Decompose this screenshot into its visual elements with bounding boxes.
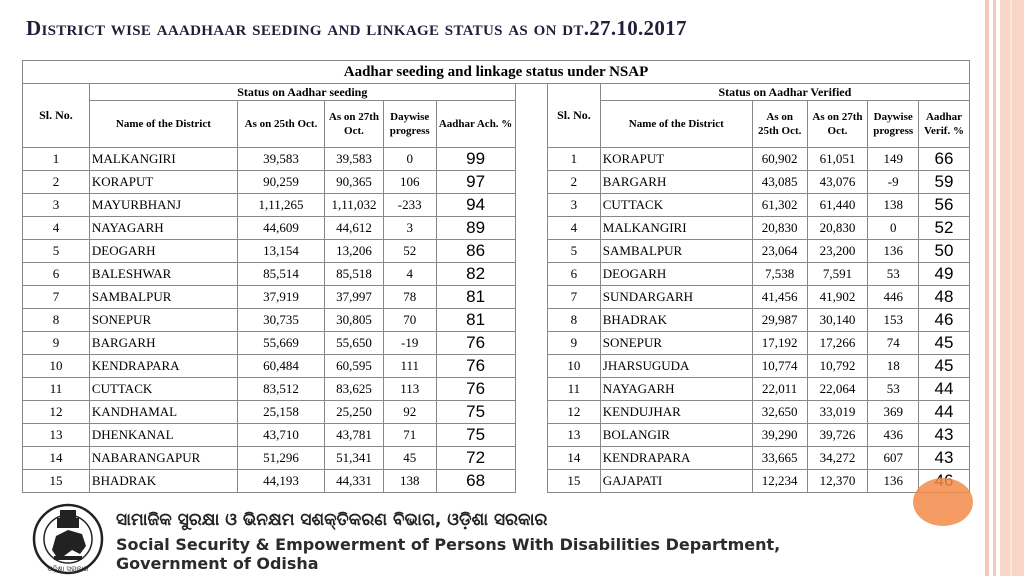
right-daywise-progress: 436	[868, 424, 919, 447]
right-as-on-25: 32,650	[752, 401, 807, 424]
emblem-caption: ଓଡ଼ିଶା ସରକାର	[47, 565, 89, 573]
left-as-on-25: 44,609	[237, 217, 324, 240]
right-sl-no: 2	[548, 171, 601, 194]
left-as-on-25: 51,296	[237, 447, 324, 470]
footer	[20, 502, 780, 576]
right-as-on-27: 61,051	[807, 148, 868, 171]
left-as-on-27: 44,612	[325, 217, 384, 240]
left-as-on-25: 90,259	[237, 171, 324, 194]
right-daywise-progress: 138	[868, 194, 919, 217]
right-sl-no: 13	[548, 424, 601, 447]
left-as-on-25: 1,11,265	[237, 194, 324, 217]
right-district-name: KORAPUT	[600, 148, 752, 171]
right-sl-no: 6	[548, 263, 601, 286]
right-daywise-progress: 0	[868, 217, 919, 240]
footer-government-name: Government of Odisha	[116, 554, 319, 573]
odisha-emblem-icon	[24, 502, 112, 576]
left-daywise-progress: 106	[383, 171, 436, 194]
left-daywise-progress: 3	[383, 217, 436, 240]
right-percent: 66	[919, 148, 970, 171]
right-district-name: JHARSUGUDA	[600, 355, 752, 378]
right-daywise-progress: 74	[868, 332, 919, 355]
left-district-name: CUTTACK	[89, 378, 237, 401]
left-as-on-27: 13,206	[325, 240, 384, 263]
left-percent: 81	[436, 309, 515, 332]
left-district-name: SAMBALPUR	[89, 286, 237, 309]
right-percent: 52	[919, 217, 970, 240]
decor-stripe	[1010, 0, 1012, 576]
left-as-on-27: 25,250	[325, 401, 384, 424]
right-daywise-progress: 53	[868, 378, 919, 401]
right-daywise-progress: 136	[868, 470, 919, 493]
right-daywise-progress: 18	[868, 355, 919, 378]
right-as-on-25: 20,830	[752, 217, 807, 240]
right-district-name: BOLANGIR	[600, 424, 752, 447]
left-as-on-27: 55,650	[325, 332, 384, 355]
table-row	[23, 447, 970, 470]
right-as-on-27: 20,830	[807, 217, 868, 240]
right-district-name: GAJAPATI	[600, 470, 752, 493]
column-gap	[515, 355, 547, 378]
right-as-on-25: 17,192	[752, 332, 807, 355]
right-sl-no: 3	[548, 194, 601, 217]
left-district-header: Name of the District	[89, 101, 237, 148]
left-sl-no: 11	[23, 378, 90, 401]
right-district-name: KENDRAPARA	[600, 447, 752, 470]
right-sl-no: 11	[548, 378, 601, 401]
column-gap	[515, 424, 547, 447]
footer-odia-text: ସାମାଜିକ ସୁରକ୍ଷା ଓ ଭିନକ୍ଷମ ସଶକ୍ତିକରଣ ବିଭାଗ, ଓଡ଼ିଶା ସରକାର	[116, 510, 548, 530]
right-as-on-25-header: As on 25th Oct.	[752, 101, 807, 148]
left-as-on-27: 1,11,032	[325, 194, 384, 217]
right-as-on-27: 23,200	[807, 240, 868, 263]
left-pct-header: Aadhar Ach. %	[436, 101, 515, 148]
left-district-name: NAYAGARH	[89, 217, 237, 240]
right-percent: 45	[919, 355, 970, 378]
right-daywise-progress: 446	[868, 286, 919, 309]
left-percent: 99	[436, 148, 515, 171]
right-sl-no: 12	[548, 401, 601, 424]
left-daywise-progress: 111	[383, 355, 436, 378]
left-sl-no: 8	[23, 309, 90, 332]
right-district-name: KENDUJHAR	[600, 401, 752, 424]
left-daywise-progress: 4	[383, 263, 436, 286]
left-as-on-25: 60,484	[237, 355, 324, 378]
column-gap	[515, 332, 547, 355]
right-percent: 46	[919, 309, 970, 332]
right-district-name: SONEPUR	[600, 332, 752, 355]
left-daywise-progress: 138	[383, 470, 436, 493]
right-district-name: NAYAGARH	[600, 378, 752, 401]
right-as-on-27: 22,064	[807, 378, 868, 401]
left-percent: 86	[436, 240, 515, 263]
right-district-name: BHADRAK	[600, 309, 752, 332]
right-district-name: MALKANGIRI	[600, 217, 752, 240]
table-row	[23, 332, 970, 355]
right-sl-header: Sl. No.	[548, 84, 601, 148]
left-district-name: MAYURBHANJ	[89, 194, 237, 217]
right-sl-no: 4	[548, 217, 601, 240]
table-row	[23, 217, 970, 240]
left-percent: 97	[436, 171, 515, 194]
table-row	[23, 286, 970, 309]
right-daywise-progress: 149	[868, 148, 919, 171]
table-row	[23, 378, 970, 401]
column-gap	[515, 286, 547, 309]
left-district-name: BARGARH	[89, 332, 237, 355]
right-as-on-25: 29,987	[752, 309, 807, 332]
left-daywise-progress: -19	[383, 332, 436, 355]
left-group-header: Status on Aadhar seeding	[89, 84, 515, 101]
left-sl-no: 14	[23, 447, 90, 470]
left-daywise-progress: 52	[383, 240, 436, 263]
table-row	[23, 355, 970, 378]
right-as-on-27: 61,440	[807, 194, 868, 217]
right-as-on-25: 33,665	[752, 447, 807, 470]
right-daywise-progress: 136	[868, 240, 919, 263]
right-daywise-progress: 153	[868, 309, 919, 332]
right-as-on-27: 39,726	[807, 424, 868, 447]
right-percent: 49	[919, 263, 970, 286]
left-percent: 72	[436, 447, 515, 470]
left-as-on-25: 44,193	[237, 470, 324, 493]
right-percent: 59	[919, 171, 970, 194]
column-gap	[515, 263, 547, 286]
right-district-name: DEOGARH	[600, 263, 752, 286]
highlight-circle	[913, 478, 973, 526]
left-district-name: BALESHWAR	[89, 263, 237, 286]
right-as-on-25: 23,064	[752, 240, 807, 263]
left-as-on-25: 55,669	[237, 332, 324, 355]
right-sl-no: 7	[548, 286, 601, 309]
right-daywise-progress: 369	[868, 401, 919, 424]
left-percent: 75	[436, 401, 515, 424]
left-as-on-27: 90,365	[325, 171, 384, 194]
right-percent: 43	[919, 424, 970, 447]
right-as-on-27: 34,272	[807, 447, 868, 470]
left-percent: 76	[436, 355, 515, 378]
left-as-on-27: 37,997	[325, 286, 384, 309]
left-district-name: BHADRAK	[89, 470, 237, 493]
left-sl-no: 4	[23, 217, 90, 240]
left-as-on-25: 83,512	[237, 378, 324, 401]
left-district-name: DEOGARH	[89, 240, 237, 263]
right-as-on-25: 10,774	[752, 355, 807, 378]
decor-stripe	[993, 0, 996, 576]
left-district-name: NABARANGAPUR	[89, 447, 237, 470]
right-district-name: SAMBALPUR	[600, 240, 752, 263]
left-sl-no: 3	[23, 194, 90, 217]
decor-stripe	[985, 0, 989, 576]
right-district-name: SUNDARGARH	[600, 286, 752, 309]
left-as-on-25: 30,735	[237, 309, 324, 332]
table-row	[23, 194, 970, 217]
right-daywise-progress: -9	[868, 171, 919, 194]
table-row	[23, 401, 970, 424]
left-district-name: KENDRAPARA	[89, 355, 237, 378]
left-percent: 81	[436, 286, 515, 309]
column-gap	[515, 171, 547, 194]
left-percent: 68	[436, 470, 515, 493]
column-gap	[515, 217, 547, 240]
right-pct-header: Aadhar Verif. %	[919, 101, 970, 148]
right-sl-no: 10	[548, 355, 601, 378]
column-gap	[515, 309, 547, 332]
left-as-on-27-header: As on 27th Oct.	[325, 101, 384, 148]
left-daywise-progress: 113	[383, 378, 436, 401]
left-as-on-27: 43,781	[325, 424, 384, 447]
left-as-on-27: 39,583	[325, 148, 384, 171]
decor-stripe	[1000, 0, 1024, 576]
column-gap	[515, 447, 547, 470]
left-percent: 76	[436, 332, 515, 355]
right-as-on-25: 43,085	[752, 171, 807, 194]
right-percent: 56	[919, 194, 970, 217]
right-as-on-25: 60,902	[752, 148, 807, 171]
right-percent: 50	[919, 240, 970, 263]
left-daywise-progress: 92	[383, 401, 436, 424]
column-gap	[515, 240, 547, 263]
right-sl-no: 5	[548, 240, 601, 263]
left-percent: 76	[436, 378, 515, 401]
right-as-on-25: 41,456	[752, 286, 807, 309]
left-percent: 82	[436, 263, 515, 286]
left-sl-no: 7	[23, 286, 90, 309]
left-daywise-progress: 71	[383, 424, 436, 447]
right-district-name: BARGARH	[600, 171, 752, 194]
right-sl-no: 1	[548, 148, 601, 171]
left-district-name: DHENKANAL	[89, 424, 237, 447]
right-as-on-25: 7,538	[752, 263, 807, 286]
column-gap	[515, 84, 547, 148]
table-row	[23, 240, 970, 263]
right-as-on-27: 43,076	[807, 171, 868, 194]
table-row	[23, 424, 970, 447]
right-sl-no: 8	[548, 309, 601, 332]
left-sl-header: Sl. No.	[23, 84, 90, 148]
slide-title: District wise aaadhaar seeding and linkage status as on dt.27.10.2017	[26, 16, 687, 40]
left-as-on-25-header: As on 25th Oct.	[237, 101, 324, 148]
left-district-name: SONEPUR	[89, 309, 237, 332]
right-percent: 44	[919, 378, 970, 401]
left-percent: 75	[436, 424, 515, 447]
left-daywise-progress: 45	[383, 447, 436, 470]
column-gap	[515, 401, 547, 424]
left-as-on-27: 83,625	[325, 378, 384, 401]
left-sl-no: 9	[23, 332, 90, 355]
footer-department-name: Social Security & Empowerment of Persons With Disabilities Department,	[116, 535, 781, 554]
left-as-on-27: 44,331	[325, 470, 384, 493]
left-sl-no: 1	[23, 148, 90, 171]
right-as-on-27: 17,266	[807, 332, 868, 355]
left-daywise-progress: 70	[383, 309, 436, 332]
right-daywise-progress: 53	[868, 263, 919, 286]
right-group-header: Status on Aadhar Verified	[600, 84, 969, 101]
left-daywise-header: Daywise progress	[383, 101, 436, 148]
status-table	[22, 60, 970, 493]
left-as-on-27: 85,518	[325, 263, 384, 286]
left-sl-no: 2	[23, 171, 90, 194]
table-row	[23, 309, 970, 332]
left-as-on-27: 51,341	[325, 447, 384, 470]
status-table-container	[22, 60, 970, 493]
left-district-name: MALKANGIRI	[89, 148, 237, 171]
left-sl-no: 10	[23, 355, 90, 378]
left-as-on-27: 60,595	[325, 355, 384, 378]
left-percent: 89	[436, 217, 515, 240]
left-as-on-25: 85,514	[237, 263, 324, 286]
right-as-on-27-header: As on 27th Oct.	[807, 101, 868, 148]
right-percent: 45	[919, 332, 970, 355]
right-as-on-25: 39,290	[752, 424, 807, 447]
table-row	[23, 263, 970, 286]
right-as-on-25: 12,234	[752, 470, 807, 493]
left-as-on-25: 43,710	[237, 424, 324, 447]
right-sl-no: 15	[548, 470, 601, 493]
right-as-on-27: 30,140	[807, 309, 868, 332]
right-sl-no: 9	[548, 332, 601, 355]
left-as-on-25: 13,154	[237, 240, 324, 263]
left-daywise-progress: -233	[383, 194, 436, 217]
left-percent: 94	[436, 194, 515, 217]
left-as-on-27: 30,805	[325, 309, 384, 332]
table-caption: Aadhar seeding and linkage status under NSAP	[23, 61, 970, 84]
right-as-on-27: 7,591	[807, 263, 868, 286]
right-daywise-progress: 607	[868, 447, 919, 470]
right-as-on-27: 41,902	[807, 286, 868, 309]
right-as-on-25: 61,302	[752, 194, 807, 217]
left-sl-no: 12	[23, 401, 90, 424]
right-percent: 48	[919, 286, 970, 309]
left-daywise-progress: 78	[383, 286, 436, 309]
left-sl-no: 5	[23, 240, 90, 263]
right-percent: 44	[919, 401, 970, 424]
table-row	[23, 470, 970, 493]
left-sl-no: 13	[23, 424, 90, 447]
right-percent: 43	[919, 447, 970, 470]
right-district-name: CUTTACK	[600, 194, 752, 217]
left-as-on-25: 25,158	[237, 401, 324, 424]
column-gap	[515, 378, 547, 401]
right-as-on-27: 10,792	[807, 355, 868, 378]
right-as-on-25: 22,011	[752, 378, 807, 401]
right-district-header: Name of the District	[600, 101, 752, 148]
right-as-on-27: 12,370	[807, 470, 868, 493]
left-district-name: KORAPUT	[89, 171, 237, 194]
right-as-on-27: 33,019	[807, 401, 868, 424]
left-daywise-progress: 0	[383, 148, 436, 171]
table-row	[23, 171, 970, 194]
right-daywise-header: Daywise progress	[868, 101, 919, 148]
left-district-name: KANDHAMAL	[89, 401, 237, 424]
right-sl-no: 14	[548, 447, 601, 470]
table-row	[23, 148, 970, 171]
column-gap	[515, 148, 547, 171]
left-as-on-25: 37,919	[237, 286, 324, 309]
column-gap	[515, 470, 547, 493]
left-sl-no: 15	[23, 470, 90, 493]
left-sl-no: 6	[23, 263, 90, 286]
column-gap	[515, 194, 547, 217]
left-as-on-25: 39,583	[237, 148, 324, 171]
table-body	[23, 148, 970, 493]
